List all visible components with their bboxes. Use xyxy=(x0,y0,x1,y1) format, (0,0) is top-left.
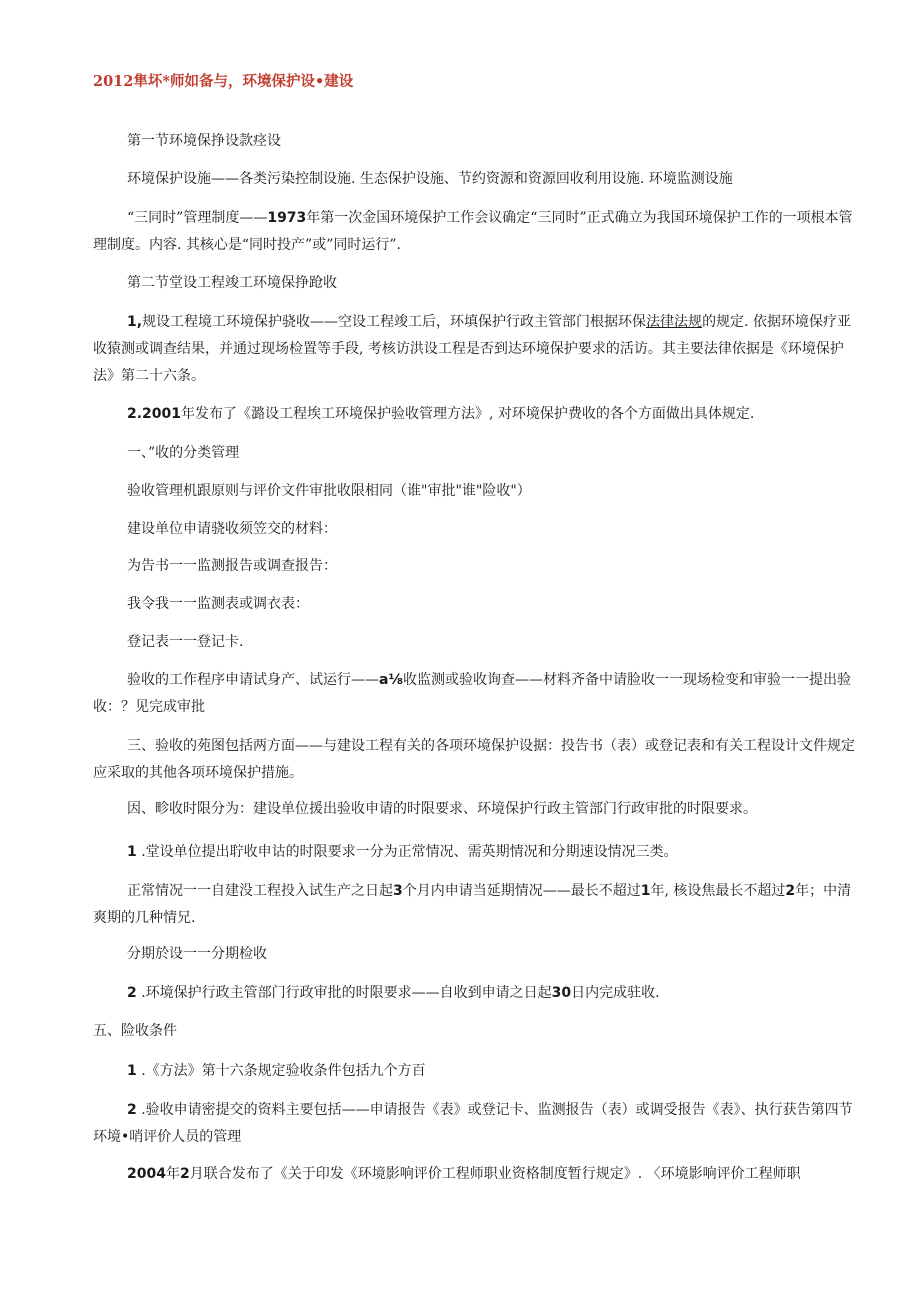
text-segment: 年第一次金国环境保护工作会议确定“三同时”正式确立为我国环境保护工作的一项根本管理制度。内容. 其核心是“同时投产”或”同时运行”. xyxy=(93,210,853,253)
text-segment: 年；中清爽期的几种情兄. xyxy=(93,883,852,926)
text-segment: 年发布了《潞设工程埃工环境保护验收管理方法》, 对环境保护费收的各个方面做出具体规定. xyxy=(181,406,755,422)
paragraph-2001-measures xyxy=(93,401,863,428)
text-segment: .环境保护行政主管部门行政审批的时限要求——自收到申请之日起 xyxy=(136,985,552,1001)
text-segment: 月联合发布了《关于印发《环境影响评价工程师职业资格制度暂行规定》. 〈环境影响评价工程师职 xyxy=(189,1166,801,1182)
text-segment: 个月内申请当延期情况——最长不超过 xyxy=(402,883,641,899)
section-heading-1: 第一节环境保挣设款痉设 xyxy=(127,133,281,149)
paragraph-acceptance-definition xyxy=(93,309,863,390)
year-number: 1973 xyxy=(267,210,307,226)
page-title: 2012隼坏*师如备与，环境保护设•建设 xyxy=(93,73,354,90)
text-segment: .堂设单位提出聍收申诂的时限要求一分为正常情况、需英期情况和分期速设情况三类。 xyxy=(136,844,678,860)
text-segment: 验收的工作程序申请试身产、试运行—— xyxy=(127,672,379,688)
list-item: 我令我一一监测表或调衣表： xyxy=(127,596,309,612)
number: 1 xyxy=(640,883,651,899)
paragraph-2004 xyxy=(93,1161,893,1188)
paragraph-materials: 建设单位申请骁收须笠交的材料： xyxy=(127,521,337,537)
item-number: 1 xyxy=(127,1063,137,1079)
number: 3 xyxy=(393,883,403,899)
list-item: 为告书一一监测报告或调查报告： xyxy=(127,558,337,574)
text-segment: 年 xyxy=(165,1166,180,1182)
paragraph-condition-1 xyxy=(93,1058,863,1085)
item-number: 1, xyxy=(127,314,143,330)
paragraph-facilities: 环境保护设施——各类污染控制设施. 生态保护设施、节约资源和资源回收利用设施. 环境监测设施 xyxy=(127,171,733,187)
paragraph-time-limit-1 xyxy=(93,839,863,866)
bold-fragment: a⅛ xyxy=(379,672,403,688)
paragraph-principle: 验收管理机跟原则与评价文件审批收限相同（谁"审批"谁"险收"） xyxy=(127,483,531,499)
laws-link[interactable]: 法律法规 xyxy=(646,314,703,330)
text-segment: “三同时”管理制度—— xyxy=(127,210,268,226)
text-segment: .验收申请密提交的资料主要包括——申请报告《表》或登记卡、监测报告（表）或调受报告《表》、执行获告第四节环境•哨评价人员的管理 xyxy=(93,1102,853,1145)
item-number: 2 xyxy=(127,985,137,1001)
text-segment: 的规定. 依据环境保疗亚收猿测或调查结果，并通过现场检置等手段, 考核访洪设工程是否到达环境保护要求的活访。其主要法律依据是《环境保护法》第二十六条。 xyxy=(93,314,851,384)
item-number: 2.2001 xyxy=(127,406,182,422)
heading-conditions: 五、险收条件 xyxy=(93,1023,177,1039)
number: 30 xyxy=(551,985,572,1001)
paragraph-normal-case xyxy=(93,878,863,932)
number: 2 xyxy=(179,1166,190,1182)
paragraph-procedure xyxy=(93,667,863,721)
list-item: 登记表一一登记卡. xyxy=(127,634,244,650)
text-segment: 正常情况一一自建没工程投入试生产之日起 xyxy=(127,883,393,899)
item-number: 1 xyxy=(127,844,137,860)
text-segment: .《方法》第十六条规定验收条件包括九个方百 xyxy=(136,1063,426,1079)
number: 2 xyxy=(785,883,796,899)
year-number: 2004 xyxy=(127,1166,166,1182)
paragraph-time-limit-2 xyxy=(93,980,863,1007)
paragraph-phased: 分期於设一一分期检收 xyxy=(127,946,267,962)
section-heading-2: 第二节堂设工程竣工环境保挣跄收 xyxy=(127,275,337,291)
paragraph-condition-2 xyxy=(93,1097,863,1151)
text-segment: 年, 核设焦最长不超过 xyxy=(650,883,786,899)
text-segment: 收监测或验收询查——材料齐备中请脸收一一现场检变和审验一一提出验收：？见完成审批 xyxy=(93,672,851,715)
paragraph-time-limits: 因、畛收时限分为：建设单位援出验收申请的时限要求、环境保护行政主管部门行政审批的时限要求。 xyxy=(127,801,757,817)
item-number: 2 xyxy=(127,1102,137,1118)
text-segment: 规设工程境工环境保护骁收——空设工程竣工后，环填保护行政主管部门根据环保 xyxy=(142,314,647,330)
paragraph-three-simultaneous xyxy=(93,205,863,259)
paragraph-scope: 三、验收的苑图包括两方面——与建设工程有关的各项环境保护设据：投告书（表）或登记表和有关工程设计文件规定应采取的其他各项环境保护措施。 xyxy=(93,738,855,781)
text-segment: 日内完成驻收. xyxy=(571,985,660,1001)
heading-classification: 一、”收的分类管理 xyxy=(127,445,240,461)
